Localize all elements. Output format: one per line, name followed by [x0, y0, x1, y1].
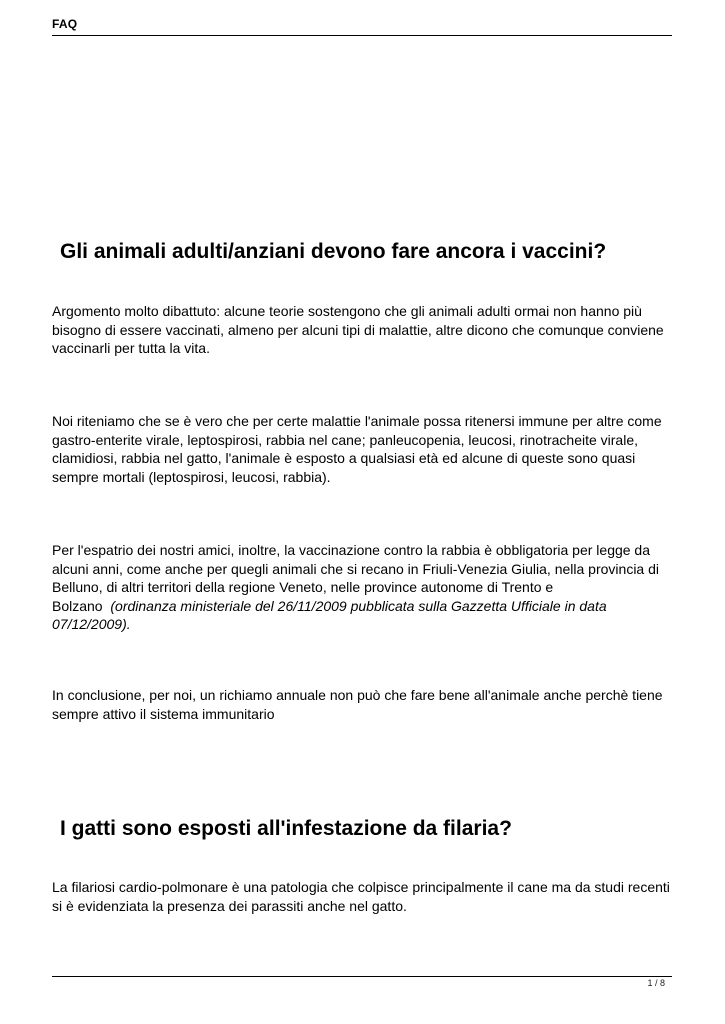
faq-question-vaccines: Gli animali adulti/anziani devono fare ancora i vaccini? — [60, 240, 607, 263]
footer-divider — [52, 976, 672, 977]
header-title: FAQ — [52, 17, 78, 31]
paragraph-rabies-law — [52, 541, 677, 634]
paragraph-debate: Argomento molto dibattuto: alcune teorie sostengono che gli animali adulti ormai non hanno più bisogno di essere vaccinati, almeno per alcuni tipi di malattie, altre dicono che comunque conviene vaccinarli per tutta la vita. — [52, 303, 664, 356]
page-number: 1 / 8 — [647, 978, 665, 988]
paragraph-immunity: Noi riteniamo che se è vero che per certe malattie l'animale possa ritenersi immune per altre come gastro-enterite virale, leptospirosi, rabbia nel cane; panleucopenia, leucosi, rinotracheite virale, clamidiosi, rabbia nel gatto, l'animale è esposto a qualsiasi età ed alcune di queste sono quasi sempre mortali (leptospirosi, leucosi, rabbia). — [52, 413, 662, 485]
paragraph-rabies-text: Per l'espatrio dei nostri amici, inoltre, la vaccinazione contro la rabbia è obbligatoria per legge da alcuni anni, come anche per quegli animali che si recano in Friuli-Venezia Giulia, nella provincia di Belluno, di altri territori della regione Veneto, nelle province autonome di Trento e Bolzano — [52, 542, 659, 614]
header-divider — [52, 35, 672, 36]
paragraph-conclusion: In conclusione, per noi, un richiamo annuale non può che fare bene all'animale anche perchè tiene sempre attivo il sistema immunitario — [52, 687, 663, 722]
faq-question-filaria: I gatti sono esposti all'infestazione da filaria? — [60, 817, 512, 840]
paragraph-filaria: La filariosi cardio-polmonare è una patologia che colpisce principalmente il cane ma da studi recenti si è evidenziata la presenza dei parassiti anche nel gatto. — [52, 879, 670, 914]
ordinance-citation: (ordinanza ministeriale del 26/11/2009 pubblicata sulla Gazzetta Ufficiale in data 07/12/2009). — [52, 597, 607, 632]
